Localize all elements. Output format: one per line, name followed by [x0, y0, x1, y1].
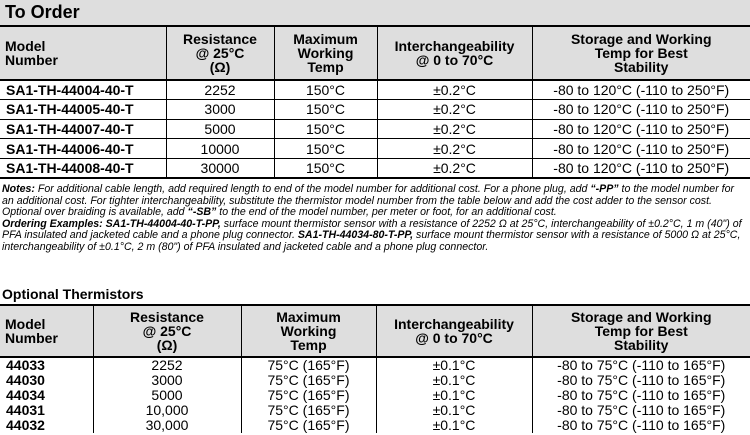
column-header-line: Model [5, 316, 46, 332]
column-header-line: Working [297, 45, 354, 61]
table-cell: -80 to 75°C (-110 to 165°F) [532, 388, 750, 403]
table-cell: -80 to 120°C (-110 to 250°F) [532, 100, 750, 120]
table-cell: 150°C [274, 119, 377, 139]
header-row [0, 305, 750, 357]
column-header [166, 27, 274, 80]
table-cell: 2252 [93, 357, 241, 373]
ordering-example-code: SA1-TH-44004-40-T-PP, [102, 217, 221, 230]
ordering-label: Ordering Examples: [2, 217, 103, 230]
table-cell: -80 to 120°C (-110 to 250°F) [532, 139, 750, 159]
to-order-title: To Order [5, 2, 80, 22]
optional-thermistors-table [0, 304, 750, 433]
column-header-line: Resistance [130, 309, 204, 325]
table-row [0, 373, 750, 388]
column-header [93, 305, 241, 357]
to-order-body [0, 80, 750, 178]
model-number-cell: SA1-TH-44004-40-T [0, 80, 166, 100]
column-header-line: Working [280, 323, 337, 339]
optional-header [0, 305, 750, 357]
ordering-example-code: SA1-TH-44034-80-T-PP, [297, 229, 414, 242]
table-cell: ±0.2°C [377, 119, 532, 139]
column-header-line: Temp [307, 59, 344, 75]
column-header [274, 27, 377, 80]
table-cell: 2252 [166, 80, 274, 100]
column-header [532, 27, 750, 80]
column-header-line: (Ω) [209, 59, 231, 75]
table-row [0, 80, 750, 100]
table-cell: -80 to 120°C (-110 to 250°F) [532, 158, 750, 178]
table-row [0, 139, 750, 159]
column-header-line: Resistance [183, 31, 257, 47]
table-row [0, 100, 750, 120]
column-header-line: @ 0 to 70°C [415, 330, 493, 346]
table-cell: ±0.2°C [377, 139, 532, 159]
column-header-line: Stability [614, 59, 669, 75]
ordering-paragraph [2, 219, 748, 254]
table-cell: 75°C (165°F) [241, 357, 376, 373]
notes-block [2, 184, 748, 254]
to-order-title-bar [0, 0, 750, 27]
table-cell: ±0.1°C [376, 357, 532, 373]
table-cell: ±0.1°C [376, 418, 532, 433]
optional-body [0, 357, 750, 433]
ordering-text: surface mount thermistor sensor with a resistance of 2252 Ω at 25°C, interchangeability of ±0.2°C, 1 m (40") of PFA insulated and jacketed cable and a phone plug connector. [2, 217, 742, 242]
table-cell: 3000 [166, 100, 274, 120]
table-row [0, 418, 750, 433]
column-header-line: @ 25°C [195, 45, 245, 61]
table-cell: -80 to 75°C (-110 to 165°F) [532, 403, 750, 418]
column-header-line: Interchangeability [394, 316, 514, 332]
table-cell: -80 to 120°C (-110 to 250°F) [532, 80, 750, 100]
table-cell: 10000 [166, 139, 274, 159]
model-number-cell: 44032 [6, 417, 45, 433]
column-header-line: Storage and Working [570, 309, 712, 325]
column-header-line: (Ω) [156, 337, 178, 353]
column-header-line: Model [5, 38, 46, 54]
notes-text: to the model number for an additional cost. For tighter interchangeability, substitute the thermistor model number from the table below and add the cost adder to the sensor cost. Optional over braiding is available, add [2, 183, 735, 219]
to-order-header [0, 27, 750, 80]
column-header [0, 27, 166, 80]
column-header-line: Maximum [276, 309, 341, 325]
table-cell: 75°C (165°F) [241, 373, 376, 388]
model-number-cell: SA1-TH-44005-40-T [0, 100, 166, 120]
column-header-line: Storage and Working [570, 31, 712, 47]
table-row [0, 119, 750, 139]
sb-code: “-SB” [187, 206, 217, 219]
table-cell: -80 to 120°C (-110 to 250°F) [532, 119, 750, 139]
table-cell: 30,000 [93, 418, 241, 433]
table-cell: 75°C (165°F) [241, 388, 376, 403]
table-cell: 10,000 [93, 403, 241, 418]
table-cell: -80 to 75°C (-110 to 165°F) [532, 373, 750, 388]
table-cell: -80 to 75°C (-110 to 165°F) [532, 418, 750, 433]
ordering-text: surface mount thermistor sensor with a resistance of 5000 Ω at 25°C, interchangeability of ±0.1°C, 2 m (80") of PFA insulated and jacketed cable and a phone plug connector. [2, 229, 741, 253]
table-cell: 5000 [166, 119, 274, 139]
table-cell: ±0.2°C [377, 100, 532, 120]
notes-text: to the end of the model number, per meter or foot, for an additional cost. [216, 206, 557, 219]
model-number-cell: 44031 [6, 402, 45, 418]
column-header-line: Interchangeability [394, 38, 515, 54]
model-number-cell: SA1-TH-44007-40-T [0, 119, 166, 139]
table-row [0, 158, 750, 178]
table-cell: ±0.2°C [377, 158, 532, 178]
table-cell: ±0.1°C [376, 373, 532, 388]
column-header-line: Temp [290, 337, 327, 353]
table-cell: 150°C [274, 100, 377, 120]
model-number-cell: SA1-TH-44006-40-T [0, 139, 166, 159]
column-header-line: @ 25°C [142, 323, 192, 339]
header-row [0, 27, 750, 80]
column-header-line: Maximum [293, 31, 358, 47]
column-header [377, 27, 532, 80]
model-number-cell: 44030 [6, 372, 45, 388]
column-header [241, 305, 376, 357]
table-cell: ±0.1°C [376, 403, 532, 418]
column-header-line: Number [5, 330, 58, 346]
table-cell: 75°C (165°F) [241, 403, 376, 418]
to-order-table [0, 27, 750, 179]
optional-thermistors-title: Optional Thermistors [2, 286, 144, 302]
column-header-line: Stability [614, 337, 669, 353]
notes-label: Notes: [2, 183, 35, 195]
model-number-cell: 44033 [6, 357, 45, 373]
table-row [0, 388, 750, 403]
pp-code: “-PP” [590, 183, 619, 195]
table-cell: -80 to 75°C (-110 to 165°F) [532, 357, 750, 373]
table-row [0, 357, 750, 373]
notes-paragraph [2, 184, 748, 219]
column-header [0, 305, 93, 357]
table-cell: 30000 [166, 158, 274, 178]
column-header-line: Number [5, 52, 58, 68]
table-cell: 3000 [93, 373, 241, 388]
table-cell: 75°C (165°F) [241, 418, 376, 433]
notes-text: For additional cable length, add required length to end of the model number for additional cost. For a phone plug, add [34, 183, 591, 195]
model-number-cell: 44034 [6, 387, 45, 403]
table-cell: ±0.2°C [377, 80, 532, 100]
table-cell: ±0.1°C [376, 388, 532, 403]
column-header-line: Temp for Best [594, 323, 688, 339]
column-header [532, 305, 750, 357]
table-row [0, 403, 750, 418]
table-cell: 150°C [274, 139, 377, 159]
column-header [376, 305, 532, 357]
table-cell: 150°C [274, 80, 377, 100]
table-cell: 150°C [274, 158, 377, 178]
model-number-cell: SA1-TH-44008-40-T [0, 158, 166, 178]
column-header-line: @ 0 to 70°C [415, 52, 494, 68]
table-cell: 5000 [93, 388, 241, 403]
column-header-line: Temp for Best [594, 45, 688, 61]
